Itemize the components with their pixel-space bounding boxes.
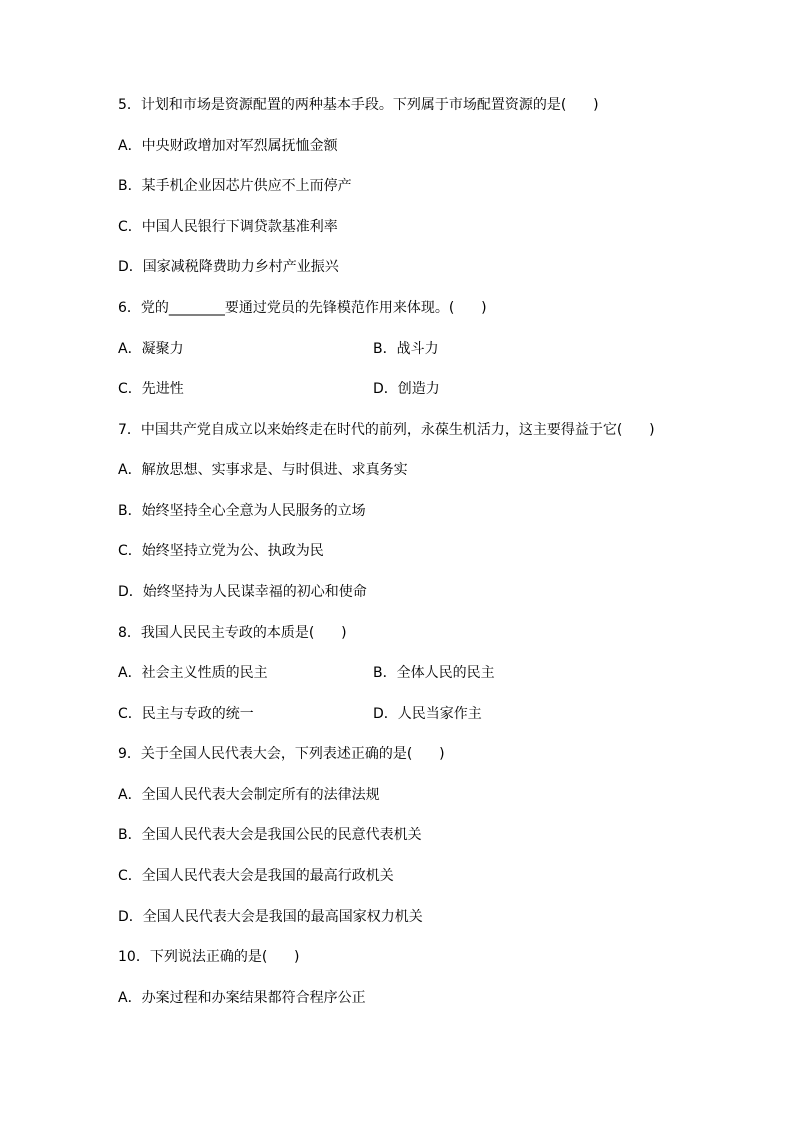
question-9-option-c: C．全国人民代表大会是我国的最高行政机关: [118, 868, 394, 884]
question-7-option-c: C．始终坚持立党为公、执政为民: [118, 543, 324, 559]
question-8-stem: 8．我国人民民主专政的本质是( ): [118, 625, 347, 641]
question-6-option-c: C．先进性: [118, 381, 184, 397]
question-5-option-a: A．中央财政增加对军烈属抚恤金额: [118, 138, 338, 154]
question-5-stem: 5．计划和市场是资源配置的两种基本手段。下列属于市场配置资源的是( ): [118, 97, 599, 113]
question-10-option-a: A．办案过程和办案结果都符合程序公正: [118, 990, 366, 1006]
question-8-option-c: C．民主与专政的统一: [118, 706, 254, 722]
question-7-stem: 7．中国共产党自成立以来始终走在时代的前列，永葆生机活力，这主要得益于它( ): [118, 422, 655, 438]
question-6-option-a: A．凝聚力: [118, 341, 184, 357]
question-7-option-a: A．解放思想、实事求是、与时俱进、求真务实: [118, 462, 408, 478]
question-8-option-b: B．全体人民的民主: [373, 665, 495, 681]
question-8-option-a: A．社会主义性质的民主: [118, 665, 268, 681]
question-9-option-d: D．全国人民代表大会是我国的最高国家权力机关: [118, 909, 423, 925]
question-6-stem: 6．党的________要通过党员的先锋模范作用来体现。( ): [118, 300, 487, 316]
question-10-stem: 10．下列说法正确的是( ): [118, 949, 300, 965]
question-5-option-c: C．中国人民银行下调贷款基准利率: [118, 219, 338, 235]
question-9-option-a: A．全国人民代表大会制定所有的法律法规: [118, 787, 380, 803]
question-7-option-d: D．始终坚持为人民谋幸福的初心和使命: [118, 584, 367, 600]
question-5-option-b: B．某手机企业因芯片供应不上而停产: [118, 178, 352, 194]
question-6-option-b: B．战斗力: [373, 341, 439, 357]
question-7-option-b: B．始终坚持全心全意为人民服务的立场: [118, 503, 366, 519]
question-9-option-b: B．全国人民代表大会是我国公民的民意代表机关: [118, 827, 422, 843]
question-8-option-d: D．人民当家作主: [373, 706, 482, 722]
question-9-stem: 9．关于全国人民代表大会，下列表述正确的是( ): [118, 746, 445, 762]
question-6-option-d: D．创造力: [373, 381, 440, 397]
question-5-option-d: D．国家减税降费助力乡村产业振兴: [118, 259, 339, 275]
